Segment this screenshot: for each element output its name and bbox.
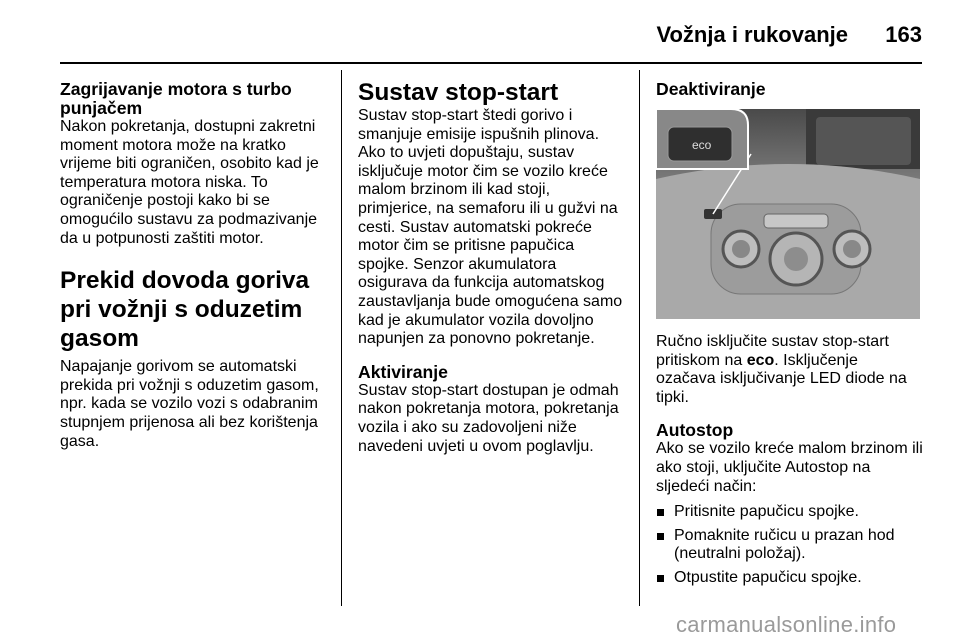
heading-autostop: Autostop — [656, 420, 734, 441]
list-item-text: Pomaknite ručicu u prazan hod (neutralni položaj). — [674, 526, 895, 563]
paragraph-turbo-warmup: Nakon pokretanja, dostupni zakretni moment motora može na kratko vrijeme biti ograničen, osobito kad je temperatura motora niska. To ograničenje postoji kako bi se omogućilo sustavu za podmazivanje da u potpunosti zaštiti motor. — [60, 118, 319, 247]
eco-button: eco — [692, 138, 712, 152]
deactivation-text-2: . Isključenje ozačava isključivanje LED diode na tipki. — [656, 351, 907, 406]
list-item — [656, 503, 926, 522]
eco-keyword: eco — [746, 351, 775, 369]
heading-activation: Aktiviranje — [358, 361, 448, 382]
paragraph-deactivation — [656, 333, 926, 407]
header-rule — [60, 62, 922, 64]
list-item — [656, 569, 926, 588]
heading-turbo-warmup: Zagrijavanje motora s turbo punjačem — [60, 79, 292, 118]
list-item — [656, 527, 926, 564]
heading-deactivation: Deaktiviranje — [656, 79, 766, 99]
column-3 — [656, 78, 926, 593]
paragraph-fuel-cutoff: Napajanje gorivom se automatski prekida pri vožnji s oduzetim gasom, npr. kada se vozilo vozi s odabranim stupnjem prijenosa ali bez korištenja gasa. — [60, 358, 319, 450]
deactivation-text-1: Ručno isključite sustav stop-start pritiskom na — [656, 333, 889, 369]
page-number: 163 — [885, 22, 922, 47]
bullet-square-icon — [657, 533, 664, 540]
paragraph-activation: Sustav stop-start dostupan je odmah nakon pokretanja motora, pokretanja vozila i ako su zadovoljeni niže navedeni uvjeti u ovom poglavlju. — [358, 381, 619, 455]
column-divider-2 — [639, 70, 640, 606]
heading-fuel-cutoff: Prekid dovoda goriva pri vožnji s oduzetim gasom — [60, 267, 310, 353]
paragraph-autostop: Ako se vozilo kreće malom brzinom ili ako stoji, uključite Autostop na sljedeći način: — [656, 440, 923, 495]
list-item-text: Pritisnite papučicu spojke. — [674, 503, 859, 521]
column-divider-1 — [341, 70, 342, 606]
column-2 — [358, 78, 626, 456]
bullet-square-icon — [657, 575, 664, 582]
watermark: carmanualsonline.info — [676, 612, 897, 637]
heading-stop-start: Sustav stop-start — [358, 79, 559, 106]
running-title: Vožnja i rukovanje — [656, 22, 848, 47]
paragraph-stop-start: Sustav stop-start štedi gorivo i smanjuje emisije ispušnih plinova. Ako to uvjeti dopuštaju, sustav isključuje motor čim se vozilo kreće malom brzinom ili kad stoji, primjerice, na semaforu ili u gužvi na cesti. Sustav automatski pokreće motor čim se pritisne papučica spojke. Senzor akumulatora osigurava da funkcija automatskog zaustavljanja bude omogućena samo kad je akumulator vozila dovoljno napunjen za ponovno pokretanje. — [358, 107, 623, 348]
dashboard-photo — [656, 109, 920, 319]
list-item-text: Otpustite papučicu spojke. — [674, 568, 862, 586]
column-1 — [60, 78, 326, 451]
bullet-square-icon — [657, 509, 664, 516]
